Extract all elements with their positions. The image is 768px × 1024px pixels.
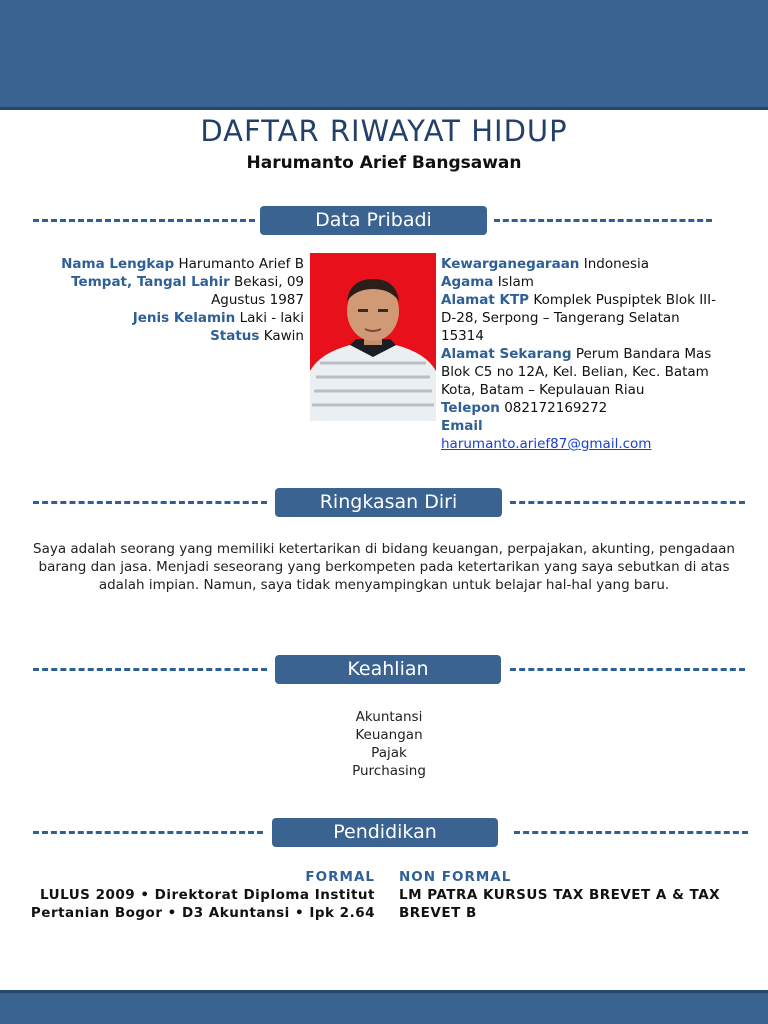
section-title-keahlian: Keahlian bbox=[275, 655, 501, 684]
section-header-pendidikan bbox=[0, 818, 768, 848]
profile-photo bbox=[310, 253, 436, 421]
skill-item: Akuntansi bbox=[355, 709, 423, 725]
section-header-keahlian bbox=[0, 655, 768, 685]
field-status: Status Kawin bbox=[210, 328, 304, 344]
field-kewarganegaraan: Kewarganegaraan Indonesia bbox=[441, 256, 650, 272]
field-alamat-sekarang: Alamat Sekarang Perum Bandara Mas Blok C5 no 12A, Kel. Belian, Kec. Batam Kota, Batam – Kepulauan Riau bbox=[441, 346, 712, 398]
personal-info-left bbox=[20, 255, 304, 345]
divider-right bbox=[510, 668, 745, 671]
personal-info-right bbox=[441, 255, 721, 453]
field-nama: Nama Lengkap Harumanto Arief B bbox=[61, 256, 304, 272]
divider-right bbox=[514, 831, 748, 834]
email-link[interactable]: harumanto.arief87@gmail.com bbox=[441, 436, 652, 452]
nonformal-detail: LM PATRA KURSUS TAX BREVET A & TAX BREVET B bbox=[399, 887, 721, 921]
section-header-data-pribadi bbox=[0, 206, 768, 236]
field-jenis-kelamin: Jenis Kelamin Laki - laki bbox=[132, 310, 304, 326]
summary-text: Saya adalah seorang yang memiliki ketertarikan di bidang keuangan, perpajakan, akunting, pengadaan barang dan jasa. Menjadi seseorang yang berkompeten pada ketertarikan yang saya sebutkan di atas adalah impian. Namun, saya tidak menyampingkan untuk belajar hal-hal yang baru. bbox=[33, 541, 735, 593]
divider-right bbox=[494, 219, 712, 222]
formal-heading: FORMAL bbox=[305, 869, 375, 885]
nonformal-heading: NON FORMAL bbox=[399, 869, 512, 885]
formal-detail: LULUS 2009 • Direktorat Diploma Institut Pertanian Bogor • D3 Akuntansi • Ipk 2.64 bbox=[30, 887, 375, 921]
field-ttl: Tempat, Tangal Lahir Bekasi, 09 Agustus 1987 bbox=[71, 274, 304, 308]
bottom-banner bbox=[0, 990, 768, 1024]
person-avatar-icon bbox=[310, 253, 436, 421]
field-email: Email bbox=[441, 418, 483, 434]
skill-item: Keuangan bbox=[355, 727, 423, 743]
divider-left bbox=[33, 219, 255, 222]
skills-list bbox=[0, 708, 768, 780]
skill-item: Purchasing bbox=[352, 763, 426, 779]
section-title-data-pribadi: Data Pribadi bbox=[260, 206, 487, 235]
page-title: DAFTAR RIWAYAT HIDUP bbox=[200, 114, 568, 148]
education-formal bbox=[20, 868, 375, 922]
education-nonformal bbox=[399, 868, 729, 922]
section-title-ringkasan: Ringkasan Diri bbox=[275, 488, 502, 517]
field-telepon: Telepon 082172169272 bbox=[441, 400, 608, 416]
divider-right bbox=[510, 501, 745, 504]
section-title-pendidikan: Pendidikan bbox=[272, 818, 498, 847]
top-banner bbox=[0, 0, 768, 110]
person-name: Harumanto Arief Bangsawan bbox=[246, 153, 522, 173]
divider-left bbox=[33, 501, 267, 504]
field-alamat-ktp: Alamat KTP Komplek Puspiptek Blok III-D-28, Serpong – Tangerang Selatan 15314 bbox=[441, 292, 717, 344]
field-agama: Agama Islam bbox=[441, 274, 534, 290]
divider-left bbox=[33, 831, 263, 834]
divider-left bbox=[33, 668, 267, 671]
skill-item: Pajak bbox=[371, 745, 407, 761]
section-header-ringkasan bbox=[0, 488, 768, 518]
